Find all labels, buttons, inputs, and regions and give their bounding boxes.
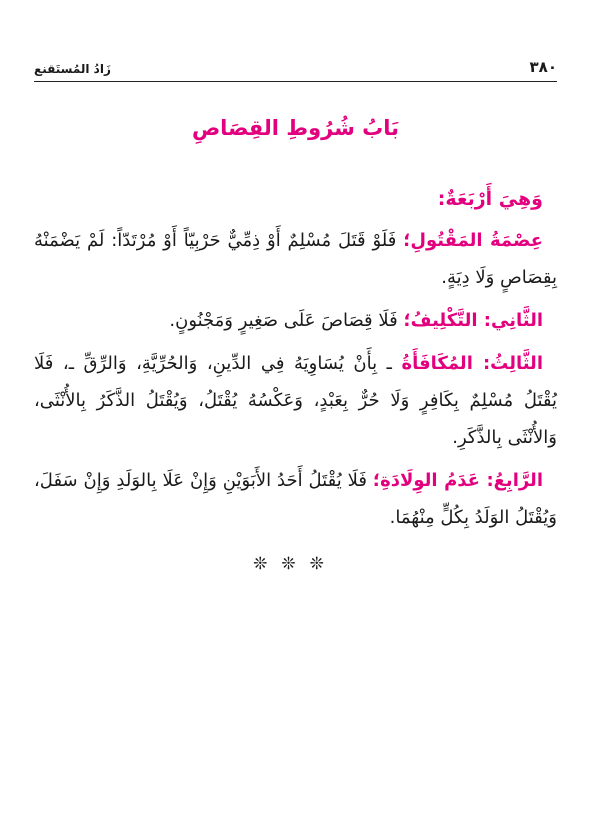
- condition-3-body: ـ بِأَنْ يُسَاوِيَهُ فِي الدِّينِ، وَالحُرِّيَّةِ، وَالرِّقِّ ـ، فَلَا يُقْتَلُ مُسْلِمٌ بِكَافِرٍ وَلَا حُرٌّ بِعَبْدٍ، وَعَكْسُهُ يُقْتَلُ، وَيُقْتَلُ الذَّكَرُ بِالأُنْثَى، وَالأُنْثَى بِالذَّكَرِ.: [34, 353, 557, 448]
- page-body: [34, 108, 557, 574]
- book-title: زَادُ المُستَقنع: [34, 62, 111, 76]
- header-rule: [34, 81, 557, 82]
- condition-2-label: الثَّانِي: التَّكْلِيفُ؛: [403, 310, 543, 331]
- condition-4-label: الرَّابِعُ: عَدَمُ الوِلَادَةِ؛: [372, 470, 543, 491]
- chapter-title: بَابُ شُرُوطِ القِصَاصِ: [191, 116, 400, 140]
- condition-1: [34, 222, 557, 296]
- page-header: [34, 54, 557, 76]
- section-separator: ❊❊❊: [253, 554, 338, 574]
- intro-line: وَهِيَ أَرْبَعَةٌ:: [437, 188, 543, 210]
- condition-2-body: فَلَا قِصَاصَ عَلَى صَغِيرٍ وَمَجْنُونٍ.: [169, 310, 404, 331]
- condition-4-body: فَلَا يُقْتَلُ أَحَدُ الأَبَوَيْنِ وَإِنْ عَلَا بِالوَلَدِ وَإِنْ سَفَلَ، وَيُقْتَلُ الوَلَدُ بِكُلٍّ مِنْهُمَا.: [34, 470, 557, 528]
- condition-4: [34, 462, 557, 536]
- condition-3: [34, 345, 557, 456]
- condition-1-body: فَلَوْ قَتَلَ مُسْلِمٌ أَوْ ذِمِّيٌّ حَرْبِيّاً أَوْ مُرْتَدّاً: لَمْ يَضْمَنْهُ بِقِصَاصٍ وَلَا دِيَةٍ.: [34, 230, 557, 288]
- condition-2: [34, 302, 557, 339]
- condition-3-label: الثَّالِثُ: المُكَافَأَةُ: [401, 353, 543, 374]
- condition-1-label: عِصْمَةُ المَقْتُولِ؛: [403, 230, 543, 251]
- page-number: ٣٨٠: [529, 58, 557, 76]
